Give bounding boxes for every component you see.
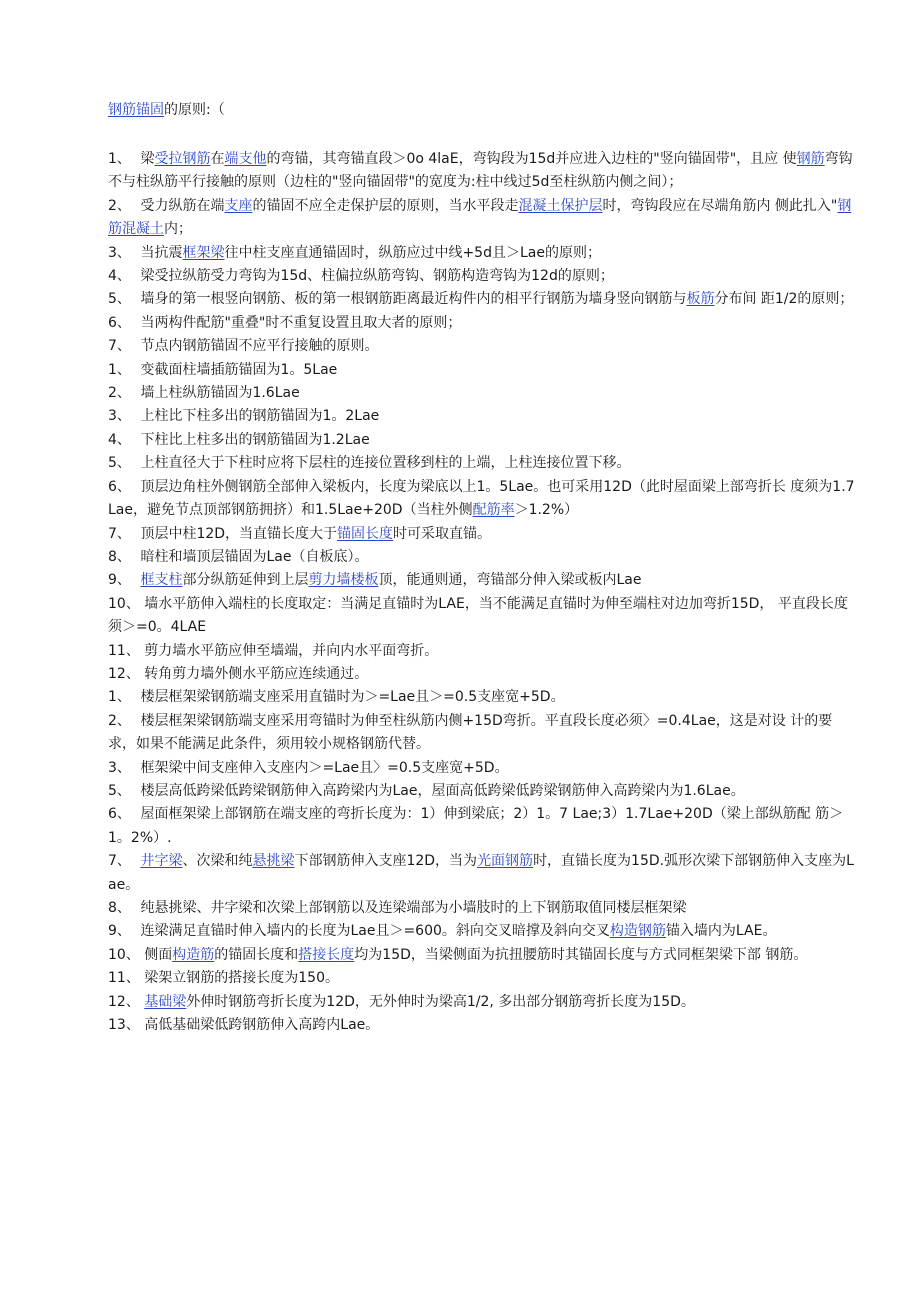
rule-item xyxy=(108,967,860,990)
item-number: 11、 xyxy=(108,642,140,659)
rule-item xyxy=(108,803,860,850)
body-text: 往中柱支座直通锚固时，纵筋应过中线+5d且＞Lae的原则； xyxy=(224,244,601,261)
glossary-link[interactable]: 剪力墙楼板 xyxy=(308,572,379,589)
body-text: 、次梁和纯 xyxy=(182,853,253,870)
item-number: 5、 xyxy=(108,291,131,308)
item-number: 8、 xyxy=(108,900,131,916)
glossary-link[interactable]: 板筋 xyxy=(686,291,715,308)
body-text: 外伸时钢筋弯折长度为12D，无外伸时为梁高1/2, 多出部分钢筋弯折长度为15D。 xyxy=(186,993,695,1010)
glossary-link[interactable]: 钢筋锚固 xyxy=(108,102,164,118)
glossary-link[interactable]: 钢筋 xyxy=(796,151,825,167)
body-text: 内； xyxy=(164,221,192,238)
item-number: 3、 xyxy=(108,408,131,425)
rule-item xyxy=(108,593,860,640)
glossary-link[interactable]: 构造筋 xyxy=(172,946,215,963)
body-text: 的锚固不应全走保护层的原则，当水平段走 xyxy=(252,197,519,214)
item-number: 8、 xyxy=(108,548,131,565)
rule-item xyxy=(108,382,860,405)
body-text: 节点内钢筋锚固不应平行接触的原则。 xyxy=(136,338,379,355)
glossary-link[interactable]: 井字梁 xyxy=(140,853,183,870)
rule-item xyxy=(108,452,860,475)
item-number: 5、 xyxy=(108,782,131,799)
rule-item xyxy=(108,991,860,1014)
item-number: 6、 xyxy=(108,478,131,495)
body-text: 纯悬挑梁、井字梁和次梁上部钢筋以及连梁端部为小墙肢时的上下钢筋取值同楼层框架梁 xyxy=(136,900,687,916)
body-text: 受力纵筋在端 xyxy=(136,197,225,214)
rule-item xyxy=(108,897,860,920)
body-text: 下部钢筋伸入支座12D，当为 xyxy=(294,853,478,870)
glossary-link[interactable]: 框架梁 xyxy=(182,244,225,261)
body-text: 分布间 距1/2的原则； xyxy=(714,291,854,308)
item-number: 3、 xyxy=(108,244,131,261)
body-text: 均为15D，当梁侧面为抗扭腰筋时其锚固长度与方式同框架梁下部 钢筋。 xyxy=(354,946,808,963)
rule-item xyxy=(108,546,860,569)
item-number: 10、 xyxy=(108,595,140,612)
glossary-link[interactable]: 配筋率 xyxy=(472,502,515,519)
body-text: 墙上柱纵筋锚固为1.6Lae xyxy=(136,385,300,402)
body-text: 暗柱和墙顶层锚固为Lae（自板底）。 xyxy=(136,548,369,565)
body-text: 弯钩不与柱纵筋平行接触的原则（边柱的"竖向锚固带"的宽度为:柱中线过5d至柱纵筋内侧之间）； xyxy=(108,151,853,191)
glossary-link[interactable]: 混凝土保护层 xyxy=(518,197,603,214)
glossary-link[interactable]: 钢筋混凝土 xyxy=(108,197,852,238)
body-text: 侧面 xyxy=(139,946,173,963)
item-number: 6、 xyxy=(108,806,131,823)
item-number: 4、 xyxy=(108,431,131,448)
item-number: 4、 xyxy=(108,268,131,285)
rule-item xyxy=(108,429,860,452)
rule-item xyxy=(108,640,860,663)
rule-item xyxy=(108,850,860,897)
rule-item xyxy=(108,195,860,242)
body-text: 墙身的第一根竖向钢筋、板的第一根钢筋距离最近构件内的相平行钢筋为墙身竖向钢筋与 xyxy=(136,291,687,308)
rule-item xyxy=(108,359,860,382)
body-text: 连梁满足直锚时伸入墙内的长度为Lae且＞=600。斜向交叉暗撑及斜向交叉 xyxy=(136,923,610,940)
body-text: 变截面柱墙插筋锚固为1。5Lae xyxy=(136,361,338,378)
body-text: 时可采取直锚。 xyxy=(393,525,492,542)
rule-item xyxy=(108,335,860,358)
document-body xyxy=(108,148,860,1037)
glossary-link[interactable]: 框支柱 xyxy=(140,572,183,589)
item-number: 6、 xyxy=(108,314,131,331)
item-number: 2、 xyxy=(108,385,131,402)
rule-item xyxy=(108,242,860,265)
body-text: 墙水平筋伸入端柱的长度取定：当满足直锚时为LAE，当不能满足直锚时为伸至端柱对边加弯折15D， 平直段长度须＞=0。4LAE xyxy=(108,595,848,636)
body-text: 顶层边角柱外侧钢筋全部伸入梁板内，长度为梁底以上1。5Lae。也可采用12D（此时屋面梁上部弯折长 度须为1.7Lae，避免节点顶部钢筋拥挤）和1.5Lae+20D（当柱外侧 xyxy=(108,478,855,519)
body-text: 时，直锚长度为15D.弧形次梁下部钢筋伸入支座为Lae。 xyxy=(108,853,854,893)
item-number: 3、 xyxy=(108,759,131,776)
glossary-link[interactable]: 基础梁 xyxy=(144,993,187,1010)
item-number: 9、 xyxy=(108,572,131,589)
rule-item xyxy=(108,405,860,428)
item-number: 9、 xyxy=(108,923,131,940)
body-text: 锚入墙内为LAE。 xyxy=(665,923,777,940)
rule-item xyxy=(108,288,860,311)
glossary-link[interactable]: 支座 xyxy=(224,197,253,214)
item-number: 2、 xyxy=(108,197,131,214)
rule-item xyxy=(108,663,860,686)
body-text: 的锚固长度和 xyxy=(214,946,299,963)
body-text: 上柱比下柱多出的钢筋锚固为1。2Lae xyxy=(136,408,380,425)
rule-item xyxy=(108,476,860,523)
body-text: 高低基础梁低跨钢筋伸入高跨内Lae。 xyxy=(139,1017,380,1034)
glossary-link[interactable]: 光面钢筋 xyxy=(477,853,534,870)
rule-item xyxy=(108,523,860,546)
body-text: 梁受拉纵筋受力弯钩为15d、柱偏拉纵筋弯钩、钢筋构造弯钩为12d的原则； xyxy=(136,268,614,285)
body-text: 梁 xyxy=(136,151,155,167)
body-text: 楼层高低跨梁低跨梁钢筋伸入高跨梁内为Lae，屋面高低跨梁低跨梁钢筋伸入高跨梁内为1.6Lae。 xyxy=(136,782,745,799)
item-number: 2、 xyxy=(108,712,131,729)
glossary-link[interactable]: 受拉钢筋 xyxy=(154,151,211,167)
body-text: 当两构件配筋"重叠"时不重复设置且取大者的原则； xyxy=(136,314,462,331)
body-text: 框架梁中间支座伸入支座内＞=Lae且〉=0.5支座宽+5D。 xyxy=(136,759,509,776)
rule-item xyxy=(108,148,860,195)
item-number: 7、 xyxy=(108,525,131,542)
body-text: ＞1.2%） xyxy=(514,502,579,519)
body-text: 的弯锚，其弯锚直段＞0o 4laE，弯钩段为15d并应进入边柱的"竖向锚固带"，且应 使 xyxy=(266,151,797,167)
rule-item xyxy=(108,569,860,592)
rule-item xyxy=(108,920,860,943)
rule-item xyxy=(108,757,860,780)
rule-item xyxy=(108,944,860,967)
rule-item xyxy=(108,710,860,757)
rule-item xyxy=(108,265,860,288)
item-number: 11、 xyxy=(108,970,140,987)
glossary-link[interactable]: 悬挑梁 xyxy=(252,853,295,870)
item-number: 10、 xyxy=(108,946,140,963)
item-number: 5、 xyxy=(108,455,131,472)
body-text: 楼层框架梁钢筋端支座采用弯锚时为伸至柱纵筋内侧+15D弯折。平直段长度必须〉=0.4Lae，这是对设 计的要求，如果不能满足此条件，须用较小规格钢筋代替。 xyxy=(108,712,833,753)
glossary-link[interactable]: 构造钢筋 xyxy=(609,923,666,940)
glossary-link[interactable]: 搭接长度 xyxy=(298,946,355,963)
body-text: 转角剪力墙外侧水平筋应连续通过。 xyxy=(139,665,369,682)
glossary-link[interactable]: 端支他 xyxy=(224,151,267,167)
rule-item xyxy=(108,686,860,709)
body-text: 在 xyxy=(210,151,225,167)
item-number: 1、 xyxy=(108,151,131,167)
rule-item xyxy=(108,1014,860,1037)
item-number: 1、 xyxy=(108,689,131,706)
item-number: 7、 xyxy=(108,338,131,355)
body-text: 剪力墙水平筋应伸至墙端，并向内水平面弯折。 xyxy=(139,642,439,659)
body-text: 当抗震 xyxy=(136,244,183,261)
body-text: 时，弯钩段应在尽端角筋内 侧此扎入" xyxy=(602,197,838,214)
item-number: 12、 xyxy=(108,665,140,682)
glossary-link[interactable]: 锚固长度 xyxy=(337,525,394,542)
body-text: 楼层框架梁钢筋端支座采用直锚时为＞=Lae且＞=0.5支座宽+5D。 xyxy=(136,689,565,706)
item-number: 1、 xyxy=(108,361,131,378)
item-number: 13、 xyxy=(108,1017,140,1034)
body-text: 顶，能通则通，弯锚部分伸入梁或板内Lae xyxy=(378,572,642,589)
body-text: 屋面框架梁上部钢筋在端支座的弯折长度为：1）伸到梁底；2）1。7 Lae;3）1.7Lae+20D（梁上部纵筋配 筋＞1。2%）. xyxy=(108,806,844,846)
rule-item xyxy=(108,780,860,803)
item-number: 7、 xyxy=(108,853,131,870)
body-text: 部分纵筋延伸到上层 xyxy=(182,572,309,589)
item-number: 12、 xyxy=(108,993,140,1010)
body-text: 梁架立钢筋的搭接长度为150。 xyxy=(139,970,339,987)
document-title xyxy=(108,100,225,120)
body-text: 的原则:（ xyxy=(164,102,225,118)
rule-item xyxy=(108,312,860,335)
body-text: 顶层中柱12D，当直锚长度大于 xyxy=(136,525,338,542)
body-text: 上柱直径大于下柱时应将下层柱的连接位置移到柱的上端，上柱连接位置下移。 xyxy=(136,455,631,472)
body-text: 下柱比上柱多出的钢筋锚固为1.2Lae xyxy=(136,431,370,448)
